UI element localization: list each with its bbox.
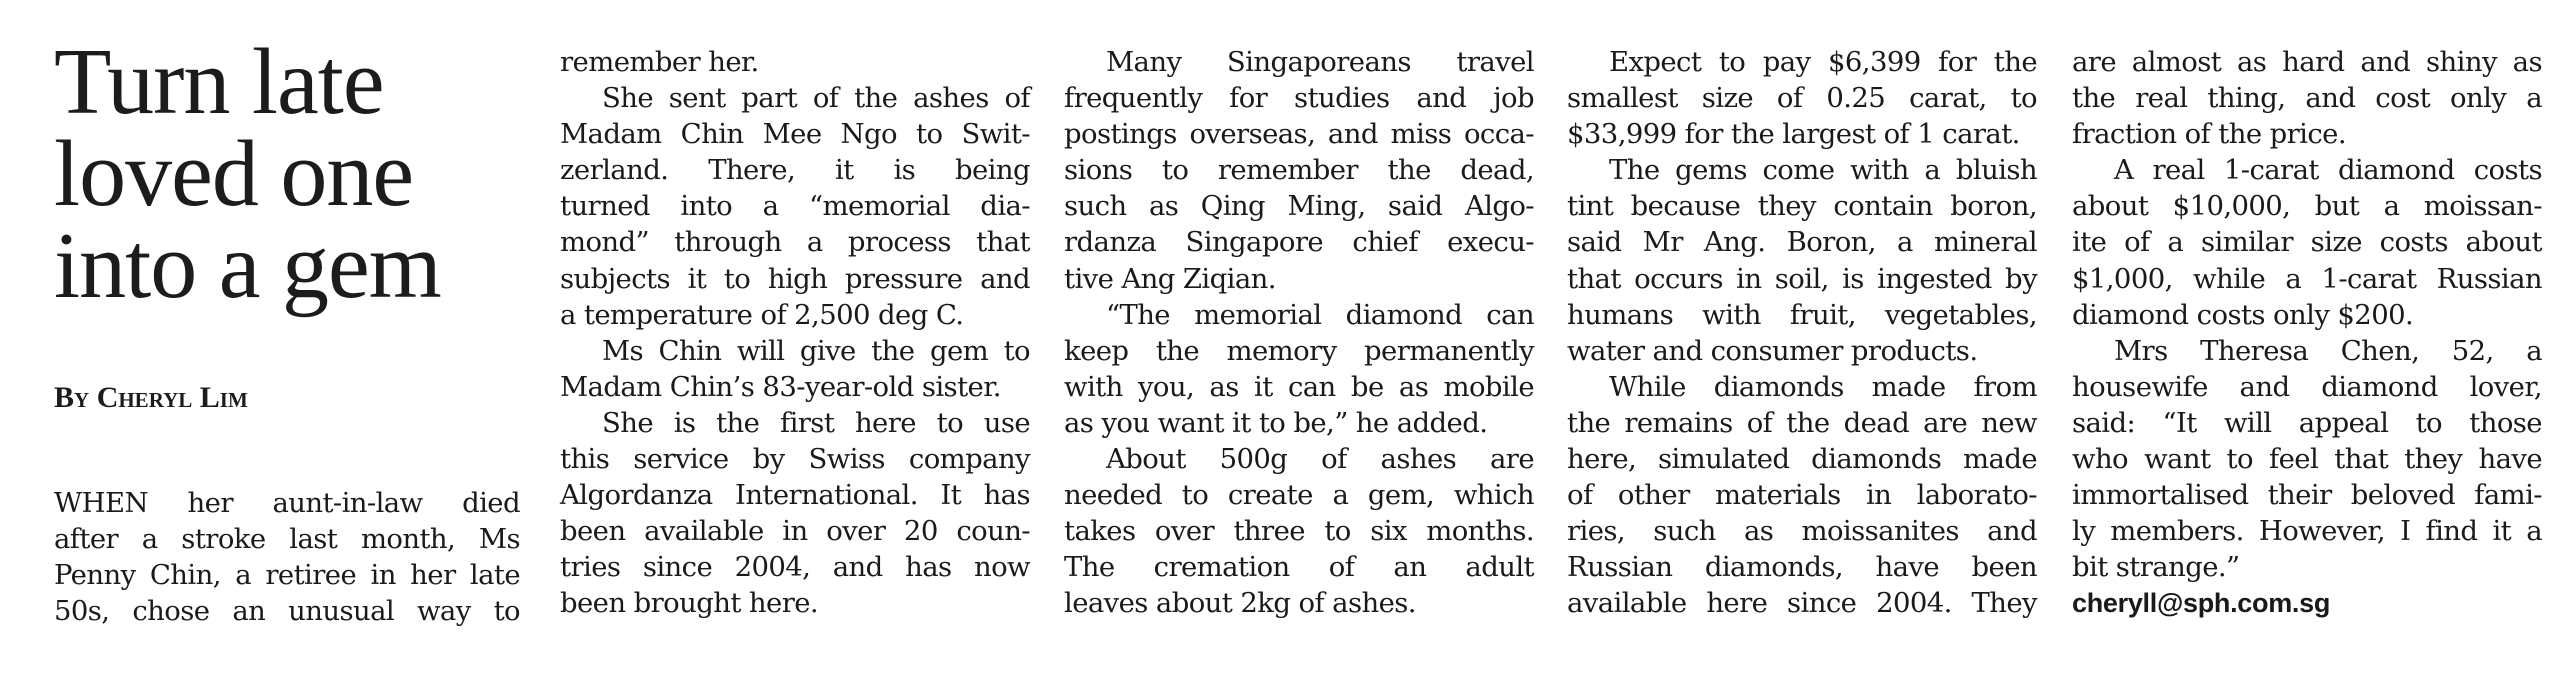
column-2 bbox=[560, 44, 1030, 622]
article-line: smallest size of 0.25 carat, to bbox=[1567, 82, 2037, 115]
article-line: immortalised their beloved fami- bbox=[2072, 479, 2542, 512]
headline-line: Turn late bbox=[54, 30, 384, 134]
byline-prefix: By bbox=[54, 381, 90, 414]
article-line: keep the memory permanently bbox=[1064, 334, 1534, 367]
article-line: Many Singaporeans travel bbox=[1106, 46, 1534, 78]
article-line: been available in over 20 coun- bbox=[560, 515, 1030, 548]
article-line: that occurs in soil, is ingested by bbox=[1567, 262, 2037, 295]
article-line: here, simulated diamonds made bbox=[1567, 443, 2037, 476]
headline-line: into a gem bbox=[54, 214, 441, 318]
article-line: sions to remember the dead, bbox=[1064, 154, 1534, 187]
byline-name: Cheryl Lim bbox=[96, 381, 248, 414]
article-line: tries since 2004, and has now bbox=[560, 551, 1030, 584]
article-line: water and consumer products. bbox=[1567, 334, 1978, 367]
article-line: Russian diamonds, have been bbox=[1567, 551, 2037, 584]
column-5 bbox=[2072, 44, 2542, 622]
article-line: WHEN her aunt-in-law died bbox=[54, 487, 520, 519]
article-line: She is the first here to use bbox=[602, 406, 1030, 439]
article-line: The cremation of an adult bbox=[1064, 551, 1534, 584]
article-line: ly members. However, I find it a bbox=[2072, 515, 2542, 548]
article-line: turned into a “memorial dia- bbox=[560, 190, 1030, 223]
article-line: housewife and diamond lover, bbox=[2072, 370, 2542, 403]
article-line: rdanza Singapore chief execu- bbox=[1064, 226, 1534, 259]
article-line: said Mr Ang. Boron, a mineral bbox=[1567, 226, 2037, 259]
article-line: remember her. bbox=[560, 46, 759, 78]
headline bbox=[54, 30, 524, 318]
article-line: ite of a similar size costs about bbox=[2072, 226, 2542, 259]
article-line: zerland. There, it is being bbox=[560, 154, 1030, 187]
article-line: fraction of the price. bbox=[2072, 118, 2346, 151]
article-line: She sent part of the ashes of bbox=[602, 82, 1030, 115]
article-line: Madam Chin’s 83-year-old sister. bbox=[560, 370, 1001, 403]
article-line: said: “It will appeal to those bbox=[2072, 406, 2542, 439]
article-line: as you want it to be,” he added. bbox=[1064, 406, 1488, 439]
article-line: leaves about 2kg of ashes. bbox=[1064, 587, 1416, 620]
column-4 bbox=[1567, 44, 2037, 622]
article-line: a temperature of 2,500 deg C. bbox=[560, 298, 964, 331]
article-line: Madam Chin Mee Ngo to Swit- bbox=[560, 118, 1030, 151]
article-line: been brought here. bbox=[560, 587, 819, 620]
article-line: $1,000, while a 1-carat Russian bbox=[2072, 262, 2542, 295]
article-line: after a stroke last month, Ms bbox=[54, 523, 520, 556]
article-line: who want to feel that they have bbox=[2072, 443, 2542, 476]
article-line: A real 1-carat diamond costs bbox=[2114, 154, 2542, 187]
article-line: subjects it to high pressure and bbox=[560, 262, 1030, 295]
article-line: About 500g of ashes are bbox=[1106, 443, 1534, 476]
article-line: the remains of the dead are new bbox=[1567, 406, 2037, 439]
article-line: frequently for studies and job bbox=[1064, 82, 1534, 115]
column-1-body bbox=[54, 485, 520, 629]
article-line: Ms Chin will give the gem to bbox=[602, 334, 1030, 367]
article-line: $33,999 for the largest of 1 carat. bbox=[1567, 118, 2020, 151]
article-line: diamond costs only $200. bbox=[2072, 298, 2414, 331]
article-line: about $10,000, but a moissan- bbox=[2072, 190, 2542, 223]
article-line: 50s, chose an unusual way to bbox=[54, 595, 520, 628]
byline bbox=[54, 378, 248, 418]
article-line: tint because they contain boron, bbox=[1567, 190, 2037, 223]
article-line: with you, as it can be as mobile bbox=[1064, 370, 1534, 403]
article-line: Mrs Theresa Chen, 52, a bbox=[2114, 334, 2542, 367]
article-line: ries, such as moissanites and bbox=[1567, 515, 2037, 548]
article-line: The gems come with a bluish bbox=[1609, 154, 2037, 187]
article-line: Expect to pay $6,399 for the bbox=[1609, 46, 2037, 78]
article-line: While diamonds made from bbox=[1609, 370, 2037, 403]
article-line: Algordanza International. It has bbox=[560, 479, 1030, 512]
article-line: takes over three to six months. bbox=[1064, 515, 1534, 548]
article-line: such as Qing Ming, said Algo- bbox=[1064, 190, 1534, 223]
author-email: cheryll@sph.com.sg bbox=[2072, 588, 2331, 619]
column-3 bbox=[1064, 44, 1534, 622]
article-line: Penny Chin, a retiree in her late bbox=[54, 559, 520, 592]
headline-line: loved one bbox=[54, 122, 414, 226]
article-line: postings overseas, and miss occa- bbox=[1064, 118, 1534, 151]
article-line: are almost as hard and shiny as bbox=[2072, 46, 2542, 78]
article-line: the real thing, and cost only a bbox=[2072, 82, 2542, 115]
article-line: bit strange.” bbox=[2072, 551, 2240, 584]
article-line: available here since 2004. They bbox=[1567, 587, 2037, 620]
article-line: tive Ang Ziqian. bbox=[1064, 262, 1276, 295]
article-line: of other materials in laborato- bbox=[1567, 479, 2037, 512]
article-line: needed to create a gem, which bbox=[1064, 479, 1534, 512]
article-line: mond” through a process that bbox=[560, 226, 1030, 259]
article-line: this service by Swiss company bbox=[560, 443, 1030, 476]
article-line: humans with fruit, vegetables, bbox=[1567, 298, 2037, 331]
article-line: “The memorial diamond can bbox=[1106, 298, 1534, 331]
